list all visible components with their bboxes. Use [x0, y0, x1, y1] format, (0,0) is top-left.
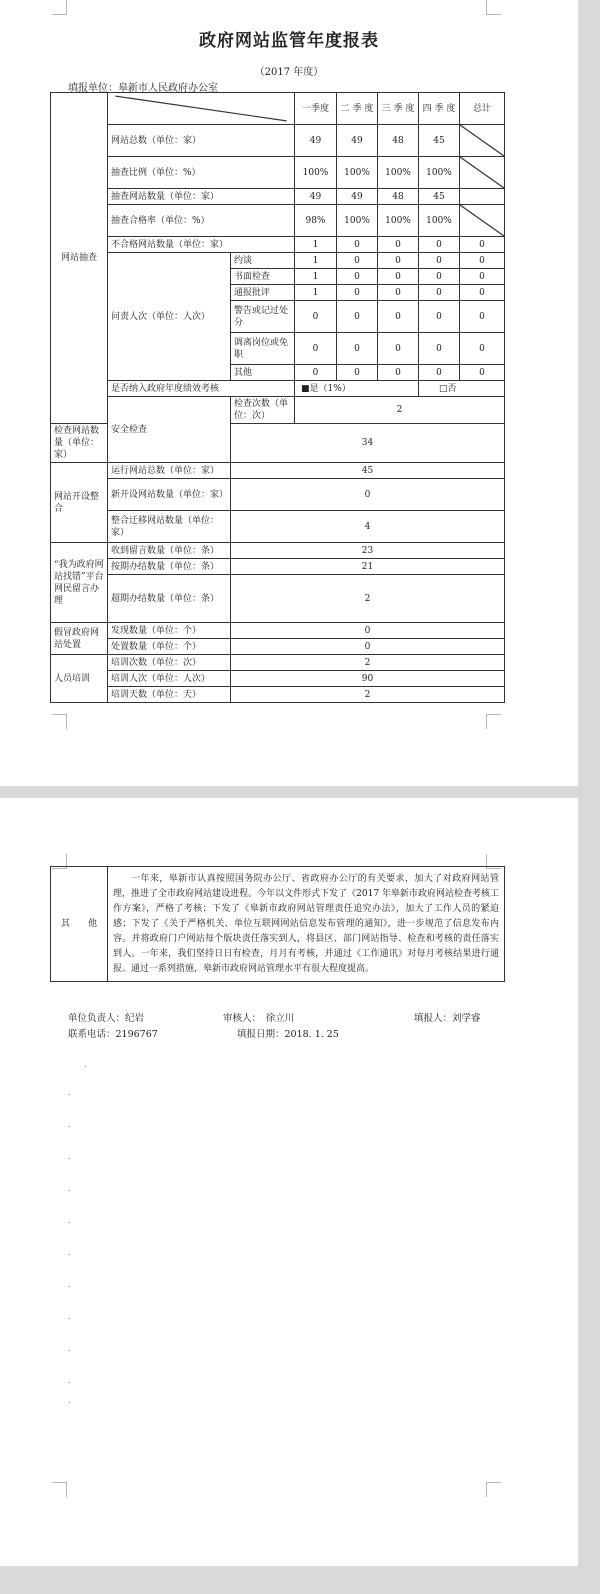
value-cell: 0 — [378, 365, 419, 381]
value-cell: 0 — [337, 333, 378, 365]
value-cell: 0 — [337, 237, 378, 253]
value-cell: 45 — [231, 463, 505, 479]
row-label: 发现数量（单位：个） — [108, 623, 231, 639]
value-cell: 1 — [295, 237, 337, 253]
value-cell: 49 — [295, 125, 337, 157]
row-label: 通报批评 — [231, 285, 295, 301]
value-cell: 0 — [419, 285, 460, 301]
value-cell: 48 — [378, 125, 419, 157]
value-cell: 0 — [378, 301, 419, 333]
section-security: 安全检查 — [108, 397, 231, 463]
contact-phone: 联系电话：2196767 — [68, 1029, 158, 1040]
margin-mark — [486, 0, 501, 15]
document-page-1 — [0, 0, 578, 786]
value-cell: 0 — [337, 365, 378, 381]
value-cell: 1 — [295, 285, 337, 301]
perf-no: □否 — [419, 381, 505, 397]
value-cell: 0 — [460, 301, 505, 333]
row-label: 培训次数（单位：次） — [108, 655, 231, 671]
header-diagonal — [108, 93, 295, 125]
value-cell: 0 — [460, 365, 505, 381]
value-cell: 1 — [295, 253, 337, 269]
header-q3: 三 季 度 — [378, 93, 419, 125]
value-cell: 45 — [419, 189, 460, 205]
header-q1: 一季度 — [295, 93, 337, 125]
value-cell: 45 — [419, 125, 460, 157]
value-cell: 100% — [337, 205, 378, 237]
value-cell: 21 — [231, 559, 505, 575]
report-title: 政府网站监管年度报表 — [199, 31, 379, 51]
paragraph-mark: . — [68, 1152, 71, 1162]
total-slash — [460, 125, 505, 157]
row-label: 整合迁移网站数量（单位：家） — [108, 511, 231, 543]
value-cell: 34 — [231, 424, 505, 463]
value-cell: 0 — [419, 333, 460, 365]
other-label: 其 他 — [51, 867, 108, 982]
value-cell: 0 — [460, 237, 505, 253]
value-cell: 2 — [295, 397, 505, 424]
row-label: 检查网站数量（单位：家） — [51, 424, 108, 463]
section-fake: 假冒政府网站处置 — [51, 623, 108, 655]
row-label: 培训天数（单位：天） — [108, 687, 231, 703]
value-cell: 48 — [378, 189, 419, 205]
value-cell: 98% — [295, 205, 337, 237]
value-cell: 0 — [231, 623, 505, 639]
paragraph-mark: . — [68, 1088, 71, 1098]
report-table — [50, 92, 505, 703]
value-cell: 0 — [378, 333, 419, 365]
header-total: 总计 — [460, 93, 505, 125]
paragraph-mark: . — [68, 1248, 71, 1258]
value-cell: 2 — [231, 687, 505, 703]
value-cell: 0 — [419, 269, 460, 285]
row-label: 其他 — [231, 365, 295, 381]
value-cell: 0 — [460, 269, 505, 285]
value-cell: 49 — [295, 189, 337, 205]
row-label: 运行网站总数（单位：家） — [108, 463, 231, 479]
margin-mark — [52, 714, 67, 729]
value-cell: 100% — [378, 157, 419, 189]
paragraph-mark: . — [68, 1216, 71, 1226]
row-label: 调离岗位或免职 — [231, 333, 295, 365]
perf-yes: ■是（1%） — [295, 381, 419, 397]
section-training: 人员培训 — [51, 655, 108, 703]
total-slash — [460, 157, 505, 189]
value-cell: 0 — [337, 253, 378, 269]
value-cell: 100% — [419, 205, 460, 237]
row-label: 抽查网站数量（单位：家） — [108, 189, 295, 205]
row-label: 网站总数（单位：家） — [108, 125, 295, 157]
row-label: 新开设网站数量（单位：家） — [108, 479, 231, 511]
value-cell: 0 — [460, 285, 505, 301]
value-cell: 1 — [295, 269, 337, 285]
row-label: 按期办结数量（单位：条） — [108, 559, 231, 575]
section-consolidation: 网站开设整合 — [51, 463, 108, 543]
row-label: 书面检查 — [231, 269, 295, 285]
value-cell: 0 — [419, 253, 460, 269]
value-cell: 100% — [337, 157, 378, 189]
value-cell: 2 — [231, 575, 505, 623]
value-cell: 0 — [231, 639, 505, 655]
value-cell: 0 — [419, 365, 460, 381]
value-cell: 0 — [460, 333, 505, 365]
row-label: 处置数量（单位：个） — [108, 639, 231, 655]
value-cell: 49 — [337, 125, 378, 157]
value-cell: 0 — [337, 301, 378, 333]
row-label: 抽查合格率（单位：%） — [108, 205, 295, 237]
margin-mark — [52, 0, 67, 15]
value-cell: 0 — [419, 237, 460, 253]
value-cell — [460, 189, 505, 205]
filing-unit: 填报单位：皋新市人民政府办公室 — [68, 83, 218, 94]
section-inspection: 网站抽查 — [51, 93, 108, 424]
value-cell: 0 — [419, 301, 460, 333]
paragraph-mark: . — [68, 1312, 71, 1322]
row-label: 抽查比例（单位：%） — [108, 157, 295, 189]
paragraph-mark: . — [68, 1396, 71, 1406]
value-cell: 4 — [231, 511, 505, 543]
header-q4: 四 季 度 — [419, 93, 460, 125]
unit-head: 单位负责人：纪岩 — [68, 1013, 145, 1024]
header-q2: 二 季 度 — [337, 93, 378, 125]
value-cell: 0 — [231, 479, 505, 511]
paragraph-mark: . — [68, 1184, 71, 1194]
value-cell: 0 — [378, 237, 419, 253]
other-table — [50, 866, 505, 982]
filler: 填报人：刘学睿 — [414, 1013, 481, 1024]
paragraph-mark: . — [68, 1280, 71, 1290]
document-page-2 — [0, 798, 578, 1566]
accountability-label: 问责人次（单位：人次） — [108, 253, 231, 381]
paragraph-mark: . — [68, 1376, 71, 1386]
value-cell: 0 — [460, 253, 505, 269]
fill-date: 填报日期：2018. 1. 25 — [237, 1029, 339, 1040]
row-label: 培训人次（单位：人次） — [108, 671, 231, 687]
row-label: 约谈 — [231, 253, 295, 269]
report-year: （2017 年度） — [254, 67, 324, 78]
margin-mark — [486, 714, 501, 729]
value-cell: 100% — [378, 205, 419, 237]
row-label: 不合格网站数量（单位：家） — [108, 237, 295, 253]
total-slash — [460, 205, 505, 237]
value-cell: 0 — [295, 301, 337, 333]
value-cell: 0 — [378, 269, 419, 285]
value-cell: 0 — [337, 269, 378, 285]
value-cell: 0 — [295, 365, 337, 381]
row-label: 超期办结数量（单位：条） — [108, 575, 231, 623]
reviewer: 审核人： 徐立川 — [223, 1013, 295, 1024]
value-cell: 0 — [378, 285, 419, 301]
other-text: 一年来，皋新市认真按照国务院办公厅、省政府办公厅的有关要求，加大了对政府网站管理，推进了全市政府网站建设进程。今年以文件形式下发了《2017 年皋新市政府网站检查考核工作方案》，严格了考核；下发了《皋新市政府网站管理责任追究办法》，加大了工作人员的紧迫感；下发了《关于严格机关、单位互联网网站信息发布管理的通知》，进一步规范了信息发布内容。并将政府门户网站每个版块责任落实到人，将县区、部门网站指导、检查和考核的责任落实到人。一年来，我们坚持日日有检查，月月有考核，并通过《工作通讯》对每月考核结果进行通报。通过一系列措施，皋新市政府网站管理水平有很大程度提高。 — [108, 867, 505, 982]
value-cell: 0 — [295, 333, 337, 365]
paragraph-mark: . — [84, 1060, 87, 1070]
value-cell: 2 — [231, 655, 505, 671]
paragraph-mark: . — [68, 1344, 71, 1354]
value-cell: 100% — [295, 157, 337, 189]
margin-mark — [52, 1482, 67, 1497]
value-cell: 90 — [231, 671, 505, 687]
row-label: 是否纳入政府年度绩效考核 — [108, 381, 295, 397]
section-platform: “我为政府网站找错”平台网民留言办理 — [51, 543, 108, 623]
value-cell: 0 — [378, 253, 419, 269]
row-label: 警告或记过处分 — [231, 301, 295, 333]
margin-mark — [486, 1482, 501, 1497]
value-cell: 100% — [419, 157, 460, 189]
row-label: 检查次数（单位：次） — [231, 397, 295, 424]
value-cell: 23 — [231, 543, 505, 559]
paragraph-mark: . — [68, 1120, 71, 1130]
row-label: 收到留言数量（单位：条） — [108, 543, 231, 559]
value-cell: 0 — [337, 285, 378, 301]
value-cell: 49 — [337, 189, 378, 205]
